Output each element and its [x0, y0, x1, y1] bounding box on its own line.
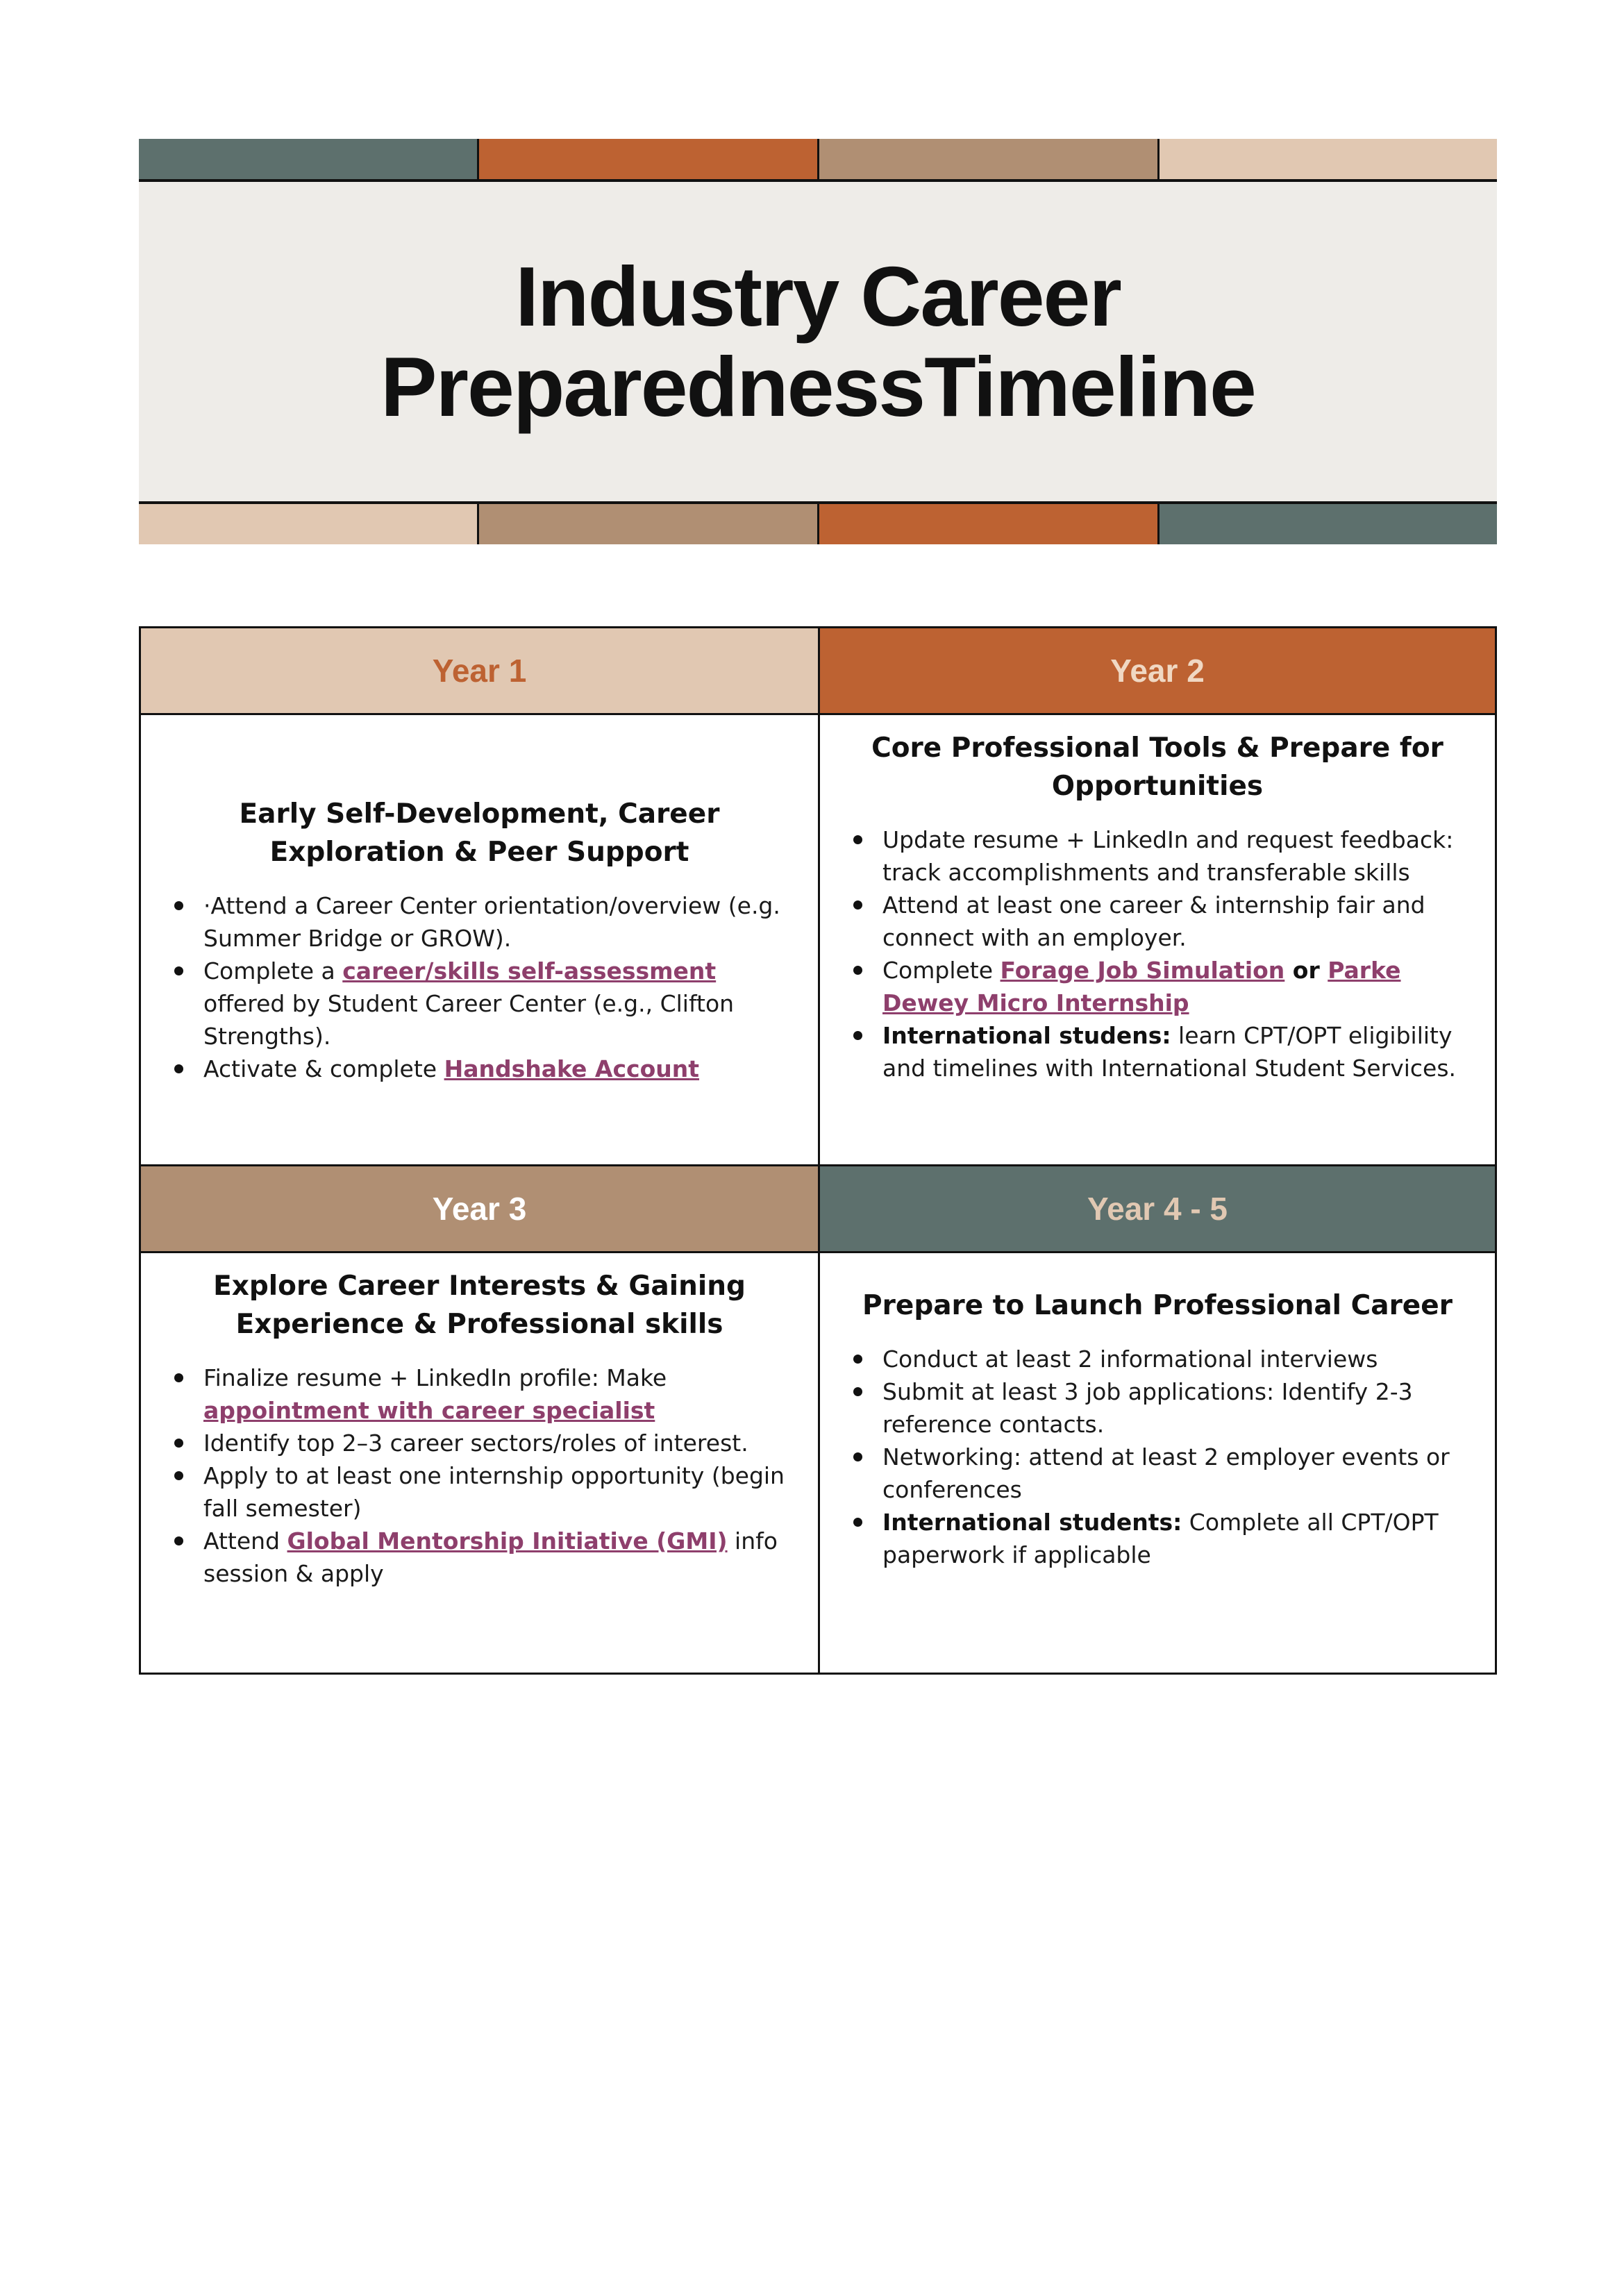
- item-text: Complete: [882, 957, 1001, 984]
- resource-link[interactable]: Parke Dewey Micro Internship: [882, 957, 1401, 1016]
- title-band: [139, 182, 1497, 501]
- item-text: offered by Student Career Center (e.g., Clifton Strengths).: [203, 989, 735, 1050]
- item-text: ·Attend a Career Center orientation/overview (e.g. Summer Bridge or GROW).: [203, 891, 780, 952]
- list-item: [203, 1427, 797, 1459]
- year-4-5-header: [820, 1166, 1495, 1251]
- bold-text: International students:: [882, 1509, 1182, 1536]
- year-2-title: Core Professional Tools & Prepare for Opportunities: [871, 732, 1443, 802]
- bottom-color-stripe: [139, 504, 1497, 544]
- year-1-list: [162, 889, 797, 1085]
- item-text: Update resume + LinkedIn and request feedback: track accomplishments and transferable skills: [882, 826, 1454, 886]
- item-text: info session & apply: [203, 1527, 778, 1587]
- item-text: Attend: [203, 1527, 287, 1555]
- item-text: Attend at least one career & internship fair and connect with an employer.: [882, 891, 1425, 951]
- top-color-stripe: [139, 139, 1497, 179]
- year-1-label: Year 1: [432, 653, 527, 689]
- item-text: Conduct at least 2 informational interviews: [882, 1346, 1378, 1373]
- list-item: [203, 1525, 797, 1590]
- item-text: Networking: attend at least 2 employer events or conferences: [882, 1443, 1450, 1503]
- list-item: [882, 1019, 1474, 1084]
- list-item: [203, 1053, 797, 1085]
- year-2-header: [820, 628, 1495, 713]
- item-text: Complete all CPT/OPT paperwork if applicable: [882, 1509, 1439, 1568]
- list-item: [203, 1361, 797, 1427]
- list-item: [203, 1459, 797, 1525]
- year-3-header: [141, 1166, 818, 1251]
- item-text: Submit at least 3 job applications: Identify 2-3 reference contacts.: [882, 1378, 1413, 1438]
- resource-link[interactable]: Global Mentorship Initiative (GMI): [287, 1527, 728, 1555]
- item-text: Complete a: [203, 957, 343, 984]
- page-title: Industry Career PreparednessTimeline: [380, 249, 1255, 434]
- year-1-title: Early Self-Development, Career Exploration & Peer Support: [239, 798, 720, 868]
- year-3-body: [141, 1253, 818, 1673]
- timeline-grid: [139, 626, 1497, 1675]
- year-4-5-title: Prepare to Launch Professional Career: [862, 1290, 1453, 1321]
- resource-link[interactable]: Handshake Account: [444, 1055, 700, 1082]
- resource-link[interactable]: career/skills self-assessment: [342, 957, 717, 984]
- item-text: Finalize resume + LinkedIn profile: Make: [203, 1364, 667, 1391]
- year-1-body: [141, 715, 818, 1164]
- item-text: Activate & complete: [203, 1055, 444, 1082]
- year-2-label: Year 2: [1110, 653, 1205, 689]
- grid-divider-2: [141, 1164, 1495, 1166]
- list-item: [882, 1441, 1474, 1506]
- year-3-title: Explore Career Interests & Gaining Experience & Professional skills: [213, 1271, 746, 1340]
- list-item: [882, 954, 1474, 1019]
- year-1-header: [141, 628, 818, 713]
- list-item: [882, 1375, 1474, 1441]
- list-item: [203, 955, 797, 1053]
- list-item: [882, 823, 1474, 889]
- bold-text: or: [1284, 957, 1328, 984]
- year-2-list: [841, 823, 1474, 1084]
- year-4-5-body: [820, 1253, 1495, 1673]
- list-item: [882, 1343, 1474, 1375]
- resource-link[interactable]: appointment with career specialist: [203, 1397, 655, 1424]
- year-4-5-label: Year 4 - 5: [1087, 1191, 1228, 1227]
- year-3-list: [162, 1361, 797, 1590]
- list-item: [203, 889, 797, 955]
- year-3-label: Year 3: [432, 1191, 527, 1227]
- list-item: [882, 1506, 1474, 1571]
- item-text: Identify top 2–3 career sectors/roles of interest.: [203, 1430, 748, 1457]
- year-4-5-list: [841, 1343, 1474, 1571]
- year-2-body: [820, 715, 1495, 1164]
- resource-link[interactable]: Forage Job Simulation: [1000, 957, 1285, 984]
- list-item: [882, 889, 1474, 954]
- bold-text: International studens:: [882, 1022, 1171, 1049]
- item-text: learn CPT/OPT eligibility and timelines with International Student Services.: [882, 1022, 1457, 1082]
- item-text: Apply to at least one internship opportunity (begin fall semester): [203, 1462, 785, 1522]
